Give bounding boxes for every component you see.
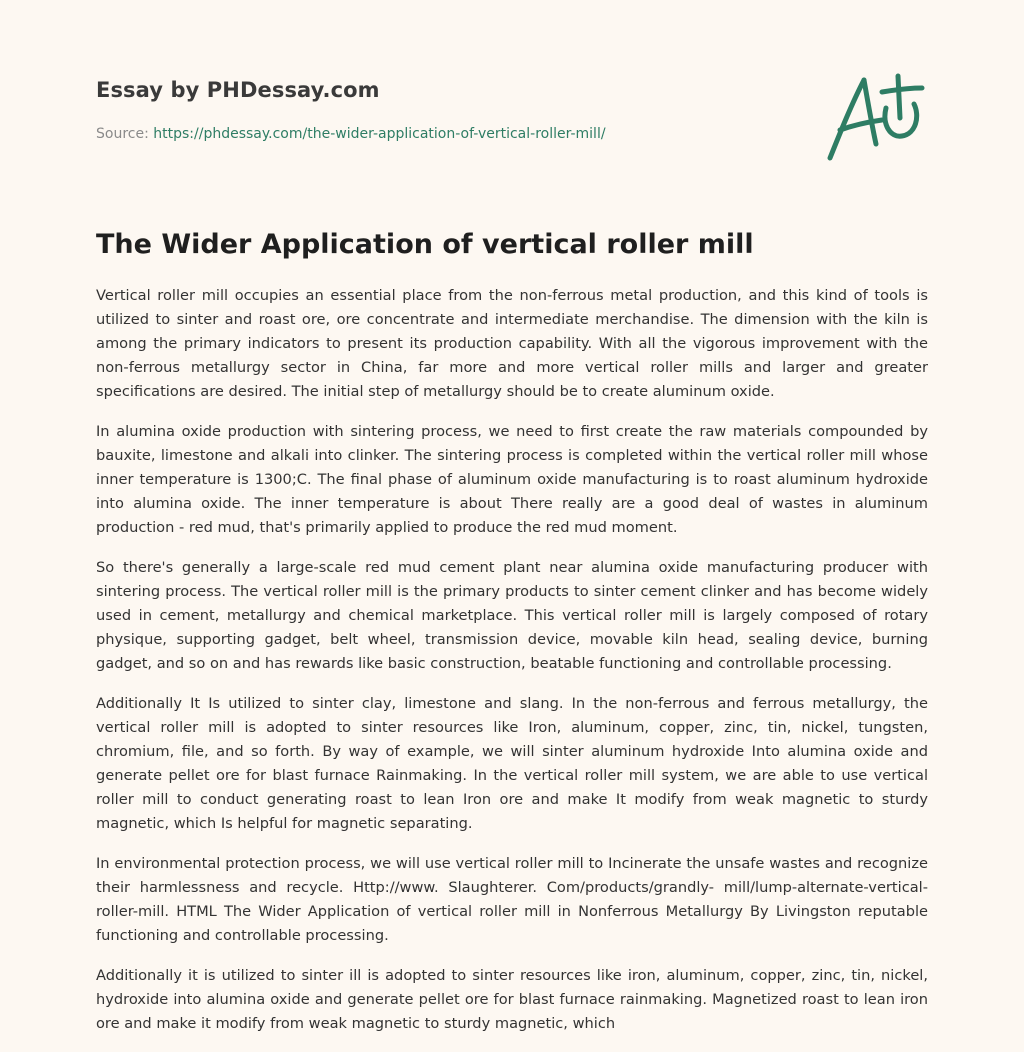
essay-title: The Wider Application of vertical roller mill xyxy=(96,229,754,260)
essay-body xyxy=(96,284,928,1052)
site-brand: Essay by PHDessay.com xyxy=(96,78,380,102)
source-link[interactable]: https://phdessay.com/the-wider-application-of-vertical-roller-mill/ xyxy=(153,126,606,142)
essay-paragraph: Additionally It Is utilized to sinter clay, limestone and slang. In the non-ferrous and ferrous metallurgy, the vertical roller mill is adopted to sinter resources like Iron, aluminum, copper, zinc, tin, nickel, tungsten, chromium, file, and so forth. By way of example, we will sinter aluminum hydroxide Into alumina oxide and generate pellet ore for blast furnace Rainmaking. In the vertical roller mill system, we are able to use vertical roller mill to conduct generating roast to lean Iron ore and make It modify from weak magnetic to sturdy magnetic, which Is helpful for magnetic separating. xyxy=(96,695,928,832)
essay-paragraph: In environmental protection process, we will use vertical roller mill to Incinerate the unsafe wastes and recognize their harmlessness and recycle. Http://www. Slaughterer. Com/products/grandly- mill/lump-alternate-vertical-roller-mill. HTML The Wider Application of vertical roller mill in Nonferrous Metallurgy By Livingston reputable functioning and controllable processing. xyxy=(96,855,928,944)
source-line xyxy=(96,124,796,144)
a-plus-logo-icon xyxy=(820,68,930,164)
essay-paragraph: Vertical roller mill occupies an essential place from the non-ferrous metal production, and this kind of tools is utilized to sinter and roast ore, ore concentrate and intermediate merchandise. The dimension with the kiln is among the primary indicators to present its production capability. With all the vigorous improvement with the non-ferrous metallurgy sector in China, far more and more vertical roller mills and larger and greater specifications are desired. The initial step of metallurgy should be to create aluminum oxide. xyxy=(96,287,928,400)
essay-paragraph: Additionally it is utilized to sinter ill is adopted to sinter resources like iron, aluminum, copper, zinc, tin, nickel, hydroxide into alumina oxide and generate pellet ore for blast furnace rainmaking. Magnetized roast to lean iron ore and make it modify from weak magnetic to sturdy magnetic, which xyxy=(96,967,928,1032)
source-label: Source: xyxy=(96,126,149,142)
essay-paragraph: In alumina oxide production with sintering process, we need to first create the raw materials compounded by bauxite, limestone and alkali into clinker. The sintering process is completed within the vertical roller mill whose inner temperature is 1300;C. The final phase of aluminum oxide manufacturing is to roast aluminum hydroxide into alumina oxide. The inner temperature is about There really are a good deal of wastes in aluminum production - red mud, that's primarily applied to produce the red mud moment. xyxy=(96,423,928,536)
page-header xyxy=(96,74,796,144)
essay-paragraph: So there's generally a large-scale red mud cement plant near alumina oxide manufacturing producer with sintering process. The vertical roller mill is the primary products to sinter cement clinker and has become widely used in cement, metallurgy and chemical marketplace. This vertical roller mill is largely composed of rotary physique, supporting gadget, belt wheel, transmission device, movable kiln head, sealing device, burning gadget, and so on and has rewards like basic construction, beatable functioning and controllable processing. xyxy=(96,559,928,672)
